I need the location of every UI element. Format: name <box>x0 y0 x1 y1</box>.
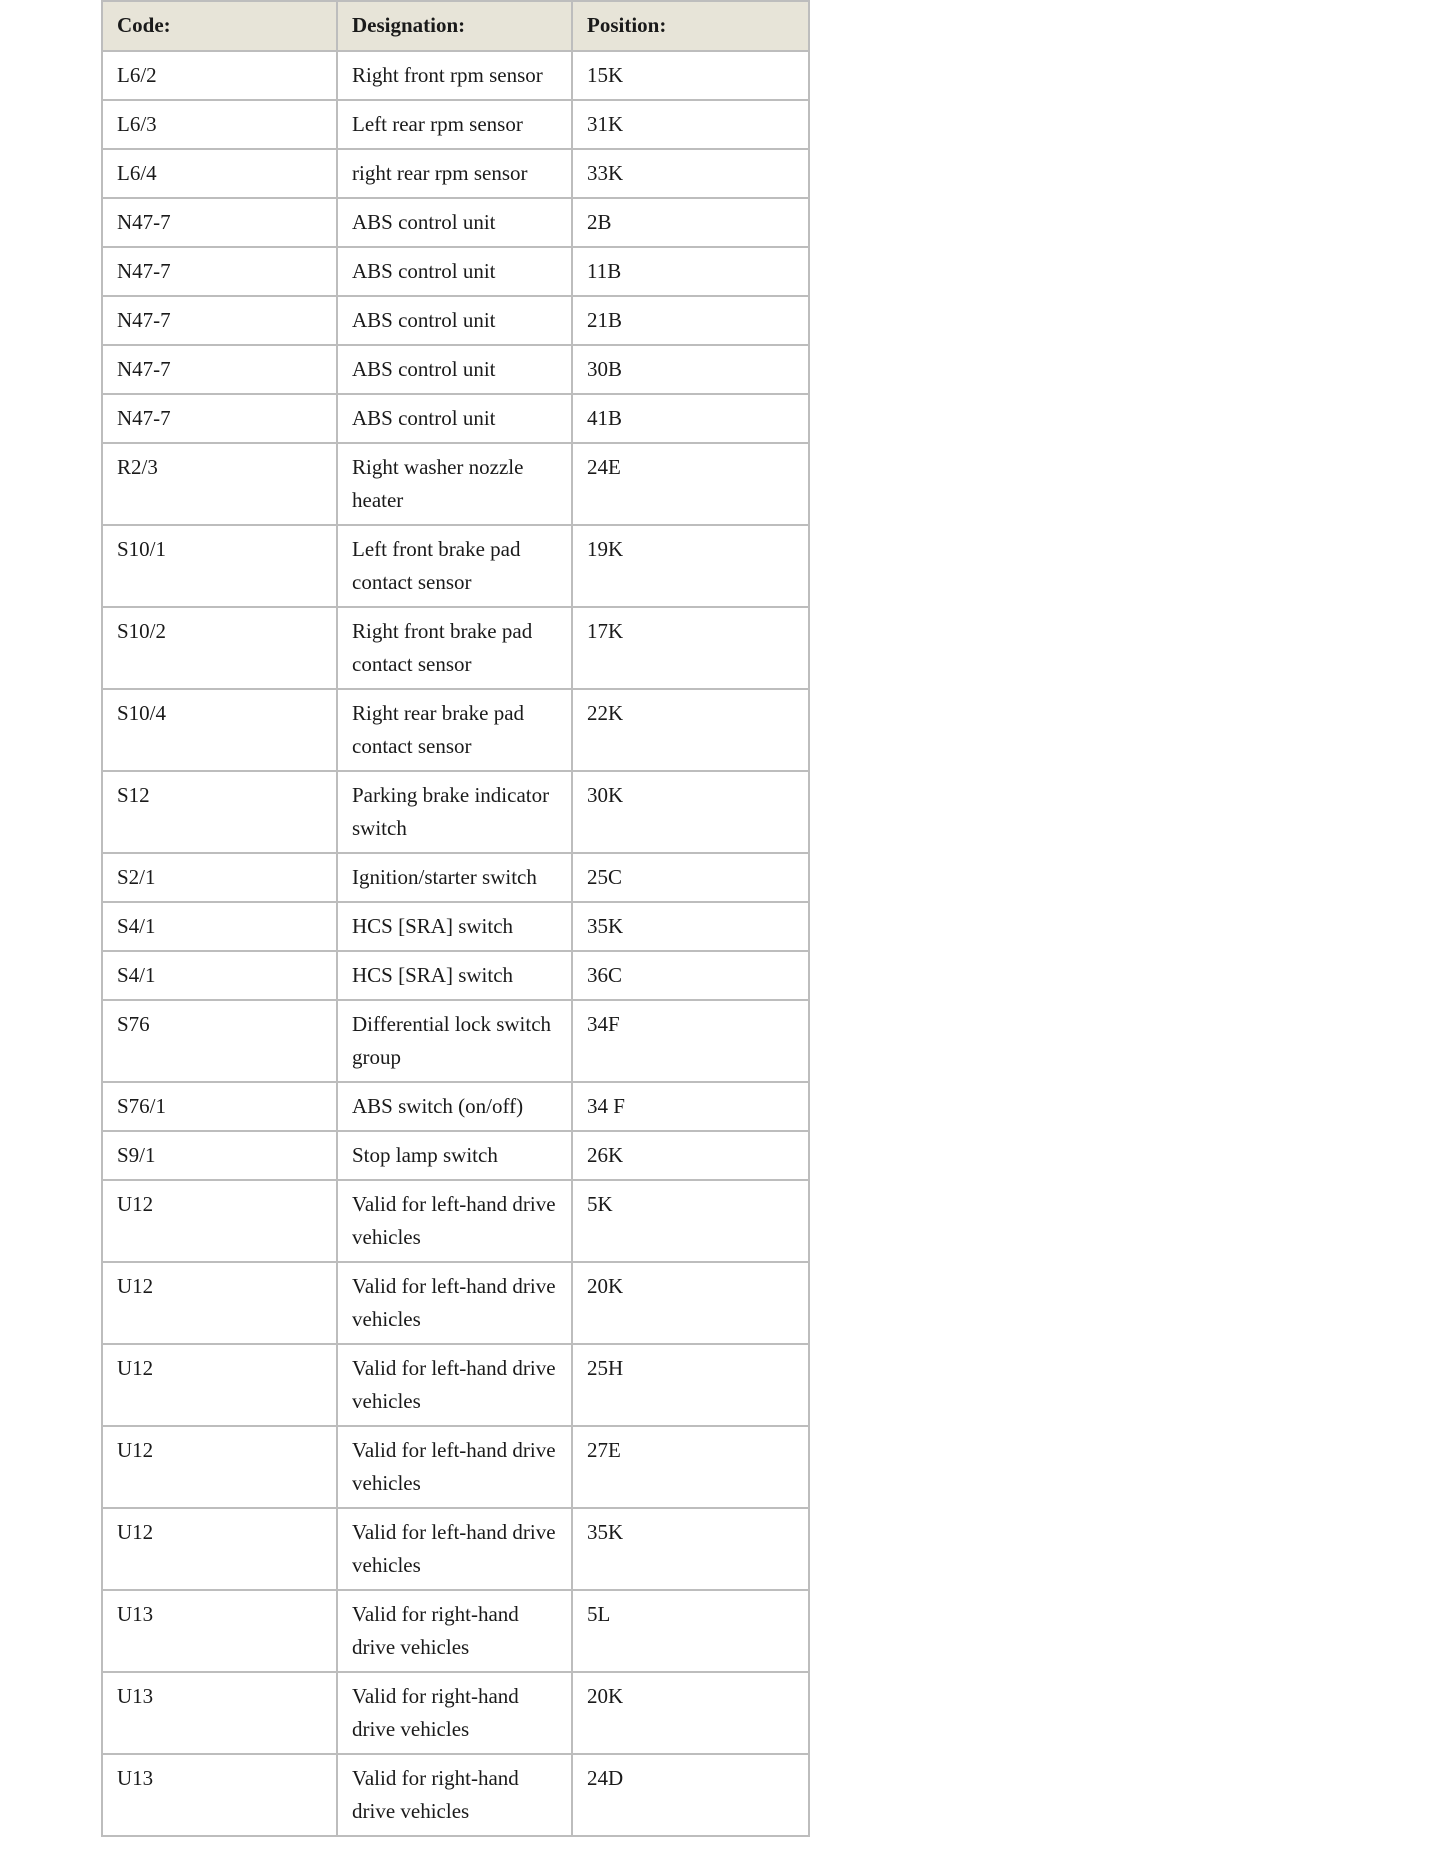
cell-position: 33K <box>572 149 809 198</box>
table-row <box>102 443 809 525</box>
cell-position: 15K <box>572 51 809 100</box>
table-row <box>102 394 809 443</box>
table-row <box>102 247 809 296</box>
cell-designation: Left front brake pad contact sensor <box>337 525 572 607</box>
cell-designation: Stop lamp switch <box>337 1131 572 1180</box>
cell-designation: Right front rpm sensor <box>337 51 572 100</box>
table-row <box>102 902 809 951</box>
table-row <box>102 345 809 394</box>
table-row <box>102 1262 809 1344</box>
cell-position: 21B <box>572 296 809 345</box>
cell-designation: ABS control unit <box>337 247 572 296</box>
table-row <box>102 1000 809 1082</box>
table-row <box>102 198 809 247</box>
table-row <box>102 296 809 345</box>
table-row <box>102 1672 809 1754</box>
table-row <box>102 1344 809 1426</box>
cell-code: S9/1 <box>102 1131 337 1180</box>
cell-code: N47-7 <box>102 394 337 443</box>
table-row <box>102 853 809 902</box>
cell-designation: ABS control unit <box>337 394 572 443</box>
cell-code: N47-7 <box>102 296 337 345</box>
cell-position: 20K <box>572 1262 809 1344</box>
cell-code: N47-7 <box>102 345 337 394</box>
code-table-container <box>101 0 810 1837</box>
cell-designation: Right front brake pad contact sensor <box>337 607 572 689</box>
cell-code: L6/2 <box>102 51 337 100</box>
cell-code: S4/1 <box>102 951 337 1000</box>
table-row <box>102 1180 809 1262</box>
cell-code: U12 <box>102 1508 337 1590</box>
cell-designation: Right washer nozzle heater <box>337 443 572 525</box>
cell-designation: Parking brake indicator switch <box>337 771 572 853</box>
cell-code: S10/4 <box>102 689 337 771</box>
cell-designation: Differential lock switch group <box>337 1000 572 1082</box>
table-row <box>102 1082 809 1131</box>
table-row <box>102 951 809 1000</box>
cell-designation: Valid for left-hand drive vehicles <box>337 1262 572 1344</box>
header-designation: Designation: <box>337 1 572 51</box>
cell-position: 35K <box>572 902 809 951</box>
table-row <box>102 1508 809 1590</box>
cell-designation: HCS [SRA] switch <box>337 902 572 951</box>
cell-code: U12 <box>102 1344 337 1426</box>
cell-designation: ABS switch (on/off) <box>337 1082 572 1131</box>
table-row <box>102 1754 809 1836</box>
cell-designation: ABS control unit <box>337 345 572 394</box>
cell-position: 31K <box>572 100 809 149</box>
table-row <box>102 51 809 100</box>
cell-designation: HCS [SRA] switch <box>337 951 572 1000</box>
cell-position: 41B <box>572 394 809 443</box>
cell-position: 5L <box>572 1590 809 1672</box>
cell-position: 30K <box>572 771 809 853</box>
cell-code: U12 <box>102 1426 337 1508</box>
cell-position: 25H <box>572 1344 809 1426</box>
cell-designation: Valid for left-hand drive vehicles <box>337 1508 572 1590</box>
cell-position: 11B <box>572 247 809 296</box>
header-position: Position: <box>572 1 809 51</box>
cell-code: S10/1 <box>102 525 337 607</box>
cell-code: N47-7 <box>102 247 337 296</box>
cell-position: 36C <box>572 951 809 1000</box>
cell-position: 20K <box>572 1672 809 1754</box>
table-row <box>102 607 809 689</box>
table-header-row <box>102 1 809 51</box>
cell-designation: Right rear brake pad contact sensor <box>337 689 572 771</box>
table-row <box>102 771 809 853</box>
cell-designation: ABS control unit <box>337 296 572 345</box>
cell-code: S12 <box>102 771 337 853</box>
cell-designation: Valid for left-hand drive vehicles <box>337 1180 572 1262</box>
cell-position: 17K <box>572 607 809 689</box>
table-row <box>102 689 809 771</box>
cell-code: R2/3 <box>102 443 337 525</box>
cell-designation: Valid for right-hand drive vehicles <box>337 1754 572 1836</box>
cell-designation: right rear rpm sensor <box>337 149 572 198</box>
cell-designation: Valid for left-hand drive vehicles <box>337 1344 572 1426</box>
cell-position: 24E <box>572 443 809 525</box>
cell-code: N47-7 <box>102 198 337 247</box>
cell-code: L6/3 <box>102 100 337 149</box>
cell-code: L6/4 <box>102 149 337 198</box>
cell-position: 34 F <box>572 1082 809 1131</box>
table-row <box>102 149 809 198</box>
cell-code: S76/1 <box>102 1082 337 1131</box>
cell-code: S10/2 <box>102 607 337 689</box>
header-code: Code: <box>102 1 337 51</box>
cell-code: U12 <box>102 1180 337 1262</box>
cell-position: 2B <box>572 198 809 247</box>
table-row <box>102 1131 809 1180</box>
cell-code: S76 <box>102 1000 337 1082</box>
cell-position: 22K <box>572 689 809 771</box>
cell-code: U13 <box>102 1672 337 1754</box>
code-designation-table <box>101 0 810 1837</box>
table-row <box>102 100 809 149</box>
cell-designation: Valid for left-hand drive vehicles <box>337 1426 572 1508</box>
cell-code: S4/1 <box>102 902 337 951</box>
cell-position: 25C <box>572 853 809 902</box>
cell-position: 26K <box>572 1131 809 1180</box>
cell-code: S2/1 <box>102 853 337 902</box>
cell-position: 34F <box>572 1000 809 1082</box>
cell-position: 5K <box>572 1180 809 1262</box>
cell-designation: ABS control unit <box>337 198 572 247</box>
cell-position: 35K <box>572 1508 809 1590</box>
cell-position: 24D <box>572 1754 809 1836</box>
cell-designation: Left rear rpm sensor <box>337 100 572 149</box>
cell-position: 27E <box>572 1426 809 1508</box>
cell-designation: Ignition/starter switch <box>337 853 572 902</box>
table-row <box>102 1590 809 1672</box>
table-row <box>102 525 809 607</box>
cell-designation: Valid for right-hand drive vehicles <box>337 1590 572 1672</box>
cell-code: U13 <box>102 1590 337 1672</box>
cell-position: 19K <box>572 525 809 607</box>
cell-position: 30B <box>572 345 809 394</box>
cell-code: U12 <box>102 1262 337 1344</box>
cell-code: U13 <box>102 1754 337 1836</box>
table-row <box>102 1426 809 1508</box>
cell-designation: Valid for right-hand drive vehicles <box>337 1672 572 1754</box>
